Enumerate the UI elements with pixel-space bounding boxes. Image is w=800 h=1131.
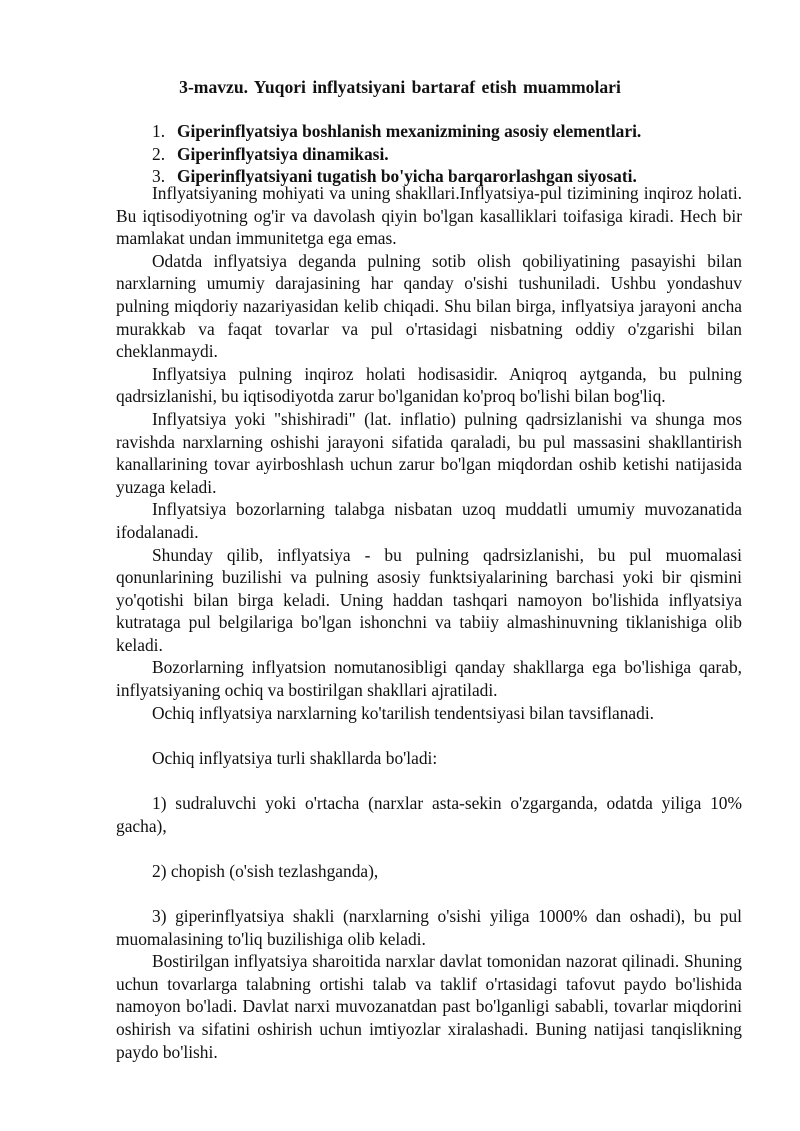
paragraph-2: Odatda inflyatsiya deganda pulning sotib olish qobiliyatining pasayishi bilan narxlarning umumiy darajasining har qanday o'sishi tushuniladi. Ushbu yondashuv pulning miqdoriy nazariyasidan kelib chiqadi. Shu bilan birga, inflyatsiya jarayoni ancha murakkab va faqat tovarlar va pul o'rtasidagi nisbatning oddiy o'zgarishi bilan cheklanmaydi. <box>116 250 742 362</box>
topic-item-1 <box>152 120 752 143</box>
list-item-2: 2) chopish (o'sish tezlashganda), <box>152 860 379 881</box>
topic-number: 1. <box>152 121 166 141</box>
topic-text: Giperinflyatsiya boshlanish mexanizmining asosiy elementlari. <box>177 121 642 141</box>
topic-number: 3. <box>152 166 166 187</box>
list-item-1: 1) sudraluvchi yoki o'rtacha (narxlar asta-sekin o'zgarganda, odatda yiliga 10% gacha), <box>116 793 742 836</box>
document-body <box>116 182 742 1063</box>
topic-text: Giperinflyatsiya dinamikasi. <box>177 143 389 164</box>
paragraph-9: Ochiq inflyatsiya turli shakllarda bo'ladi: <box>152 747 438 768</box>
paragraph-1: Inflyatsiyaning mohiyati va uning shakllari.Inflyatsiya-pul tizimining inqiroz holati. Bu iqtisodiyotning og'ir va davolash qiyin bo'lgan kasalliklari toifasiga kiradi. Hech bir mamlakat undan immunitetga ega emas. <box>116 183 742 249</box>
paragraph-5: Inflyatsiya bozorlarning talabga nisbatan uzoq muddatli umumiy muvozanatida ifodalanadi. <box>116 499 742 542</box>
document-title: 3-mavzu. Yuqori inflyatsiyani bartaraf etish muammolari <box>179 77 621 97</box>
paragraph-7: Bozorlarning inflyatsion nomutanosibligi qanday shakllarga ega bo'lishiga qarab, inflyatsiyaning ochiq va bostirilgan shakllari ajratiladi. <box>116 657 742 701</box>
topic-text: Giperinflyatsiyani tugatish bo'yicha barqarorlashgan siyosati. <box>177 166 637 187</box>
topic-list <box>152 120 752 188</box>
paragraph-3: Inflyatsiya pulning inqiroz holati hodisasidir. Aniqroq aytganda, bu pulning qadrsizlanishi, bu iqtisodiyotda zarur bo'lganidan ko'proq bo'lishi bilan bog'liq. <box>116 363 742 407</box>
paragraph-10: Bostirilgan inflyatsiya sharoitida narxlar davlat tomonidan nazorat qilinadi. Shuning uchun tovarlarga talabning ortishi talab va taklif o'rtasidagi tafovut paydo bo'lishida namoyon bo'ladi. Davlat narxi muvozanatdan past bo'lganligi sababli, tovarlar miqdorini oshirish va sifatini oshirish uchun imtiyozlar xiralashadi. Buning natijasi tanqislikning paydo bo'lishi. <box>116 951 742 1062</box>
list-item-3: 3) giperinflyatsiya shakli (narxlarning o'sishi yiliga 1000% dan oshadi), bu pul muomalasining to'liq buzilishiga olib keladi. <box>116 906 742 949</box>
paragraph-4: Inflyatsiya yoki "shishiradi" (lat. inflatio) pulning qadrsizlanishi va shunga mos ravishda narxlarning oshishi jarayoni sifatida qaraladi, bu pul massasini shakllantirish kanallarining tovar ayirboshlash uchun zarur bo'lgan miqdordan oshib ketishi natijasida yuzaga keladi. <box>116 408 742 497</box>
paragraph-8: Ochiq inflyatsiya narxlarning ko'tarilish tendentsiyasi bilan tavsiflanadi. <box>152 702 655 723</box>
topic-item-2 <box>152 143 752 166</box>
paragraph-6: Shunday qilib, inflyatsiya - bu pulning qadrsizlanishi, bu pul muomalasi qonunlarining buzilishi va pulning asosiy funktsiyalarining barchasi yoki bir qismini yo'qotishi bilan birga keladi. Uning haddan tashqari namoyon bo'lishida inflyatsiya kutrataga pul belgilariga bo'lgan ishonchni va tabiiy almashinuvning tiklanishiga olib keladi. <box>116 544 742 655</box>
topic-number: 2. <box>152 143 166 164</box>
